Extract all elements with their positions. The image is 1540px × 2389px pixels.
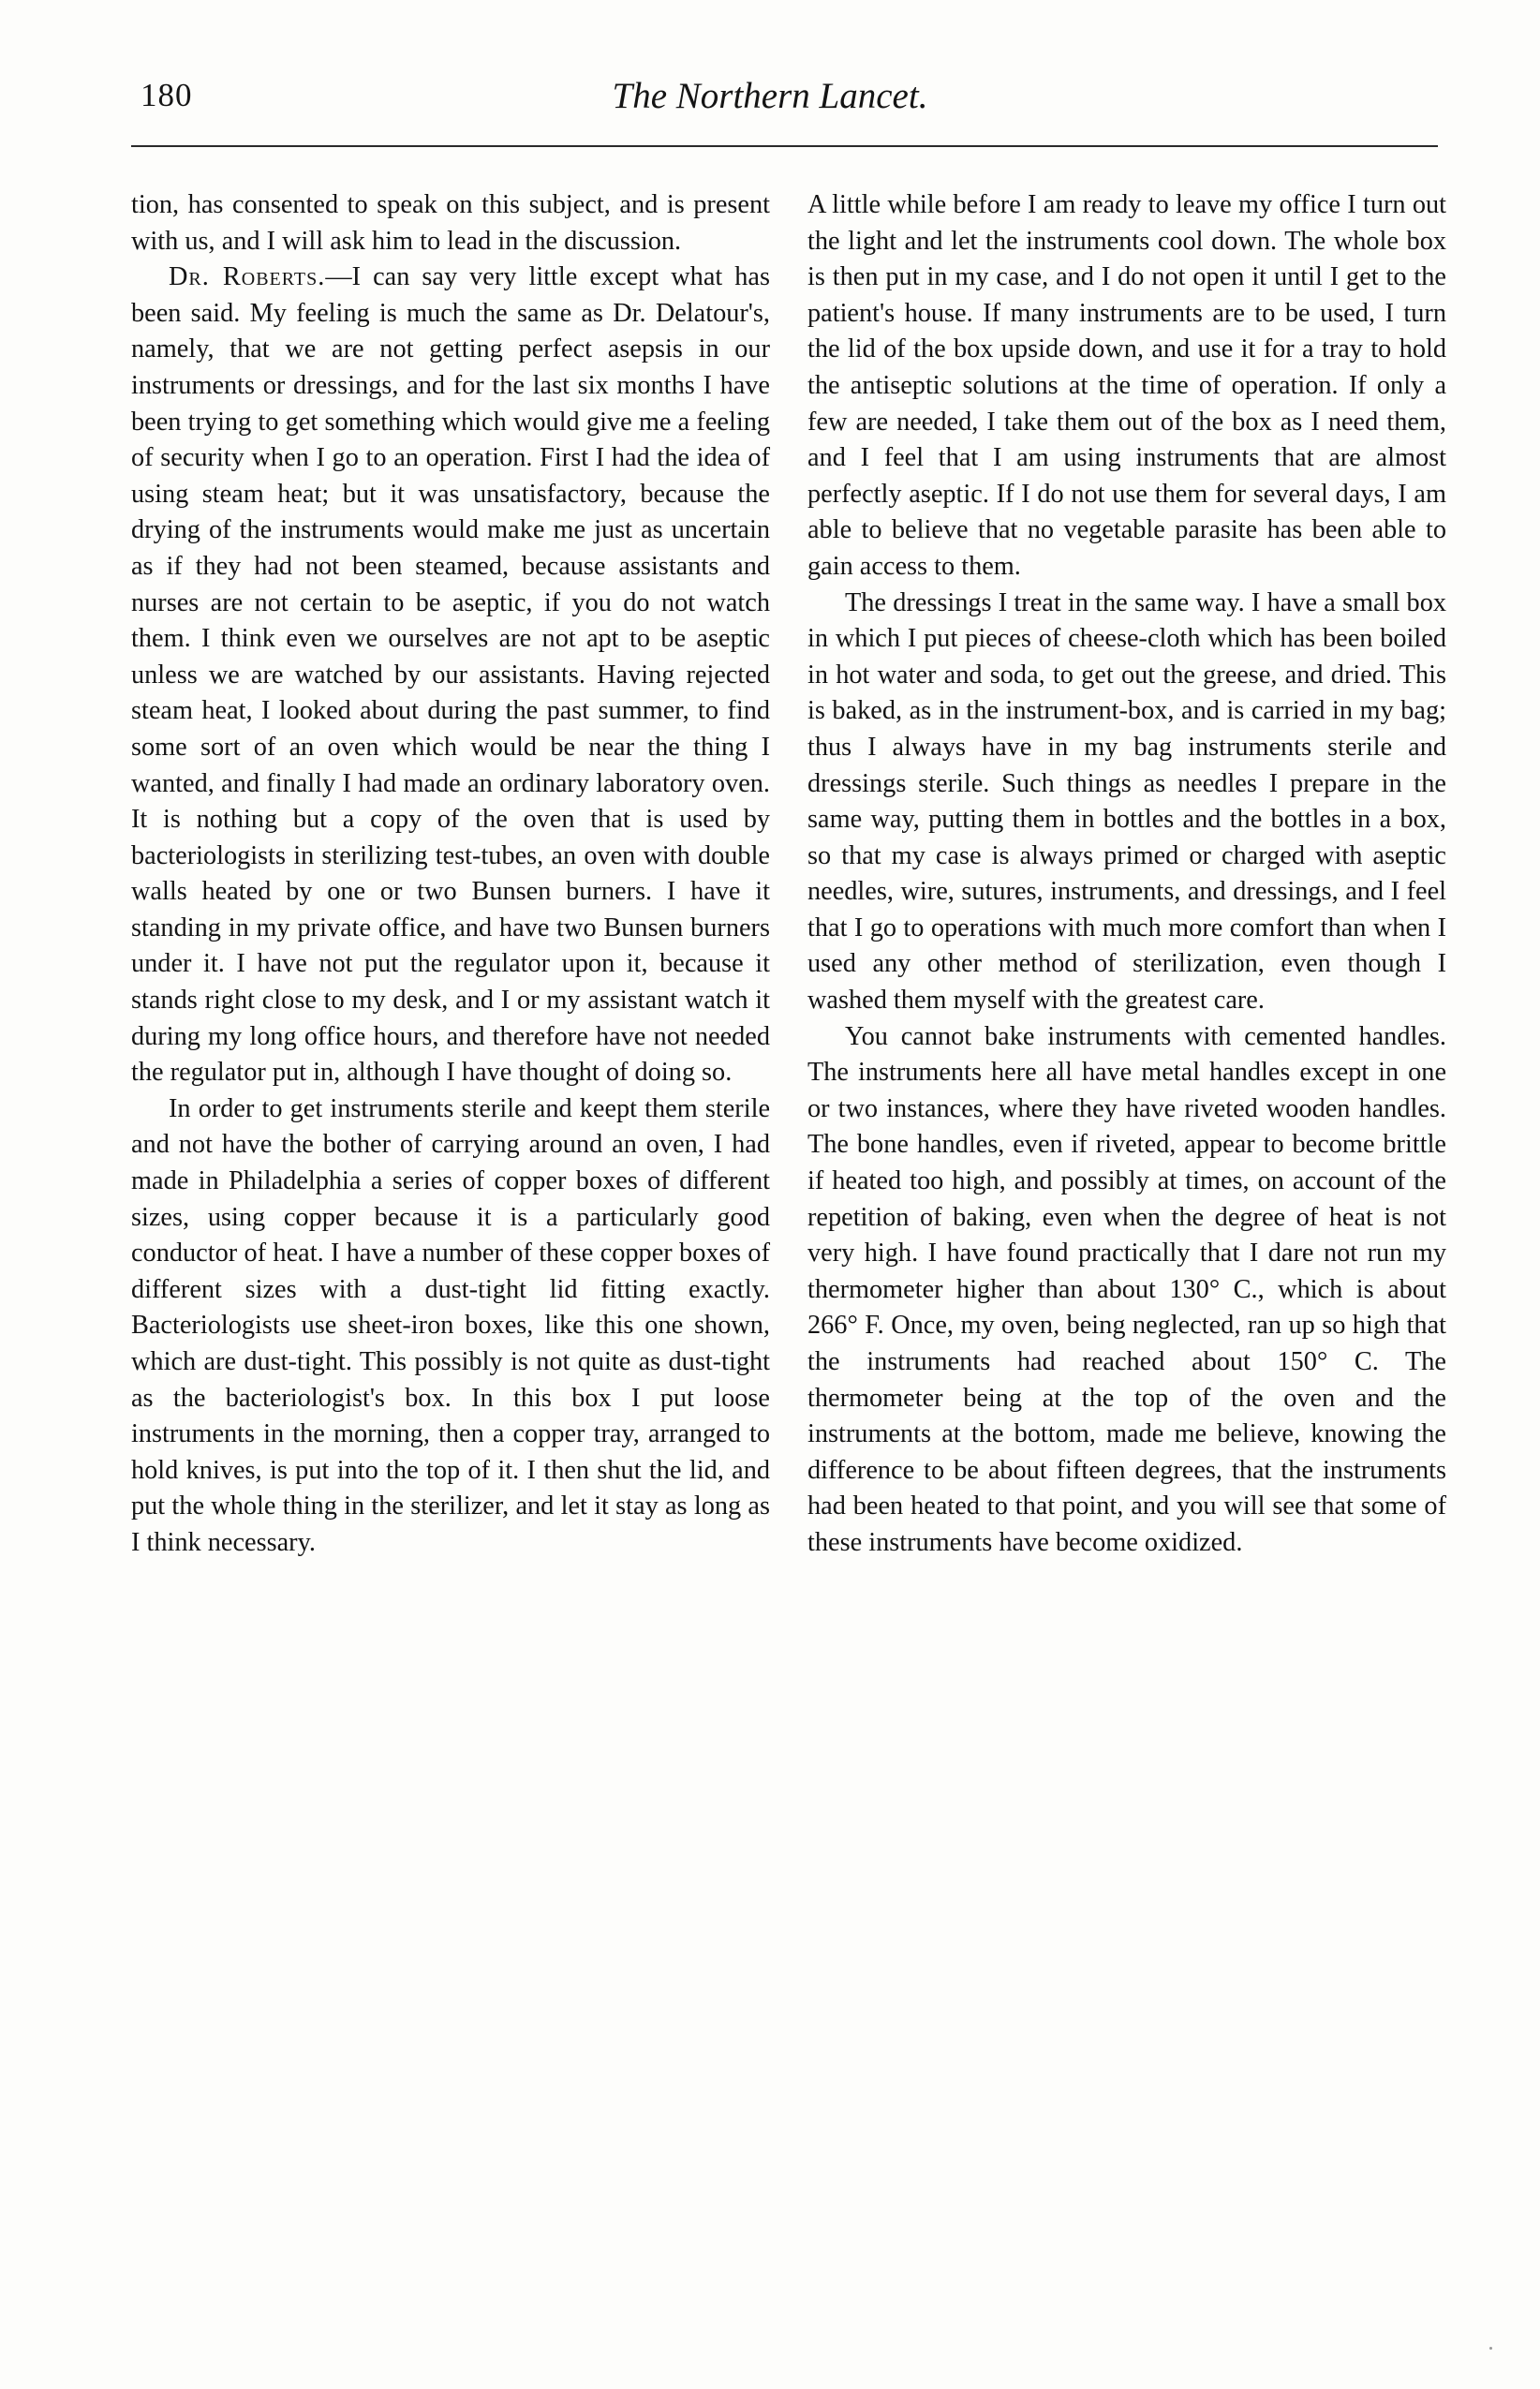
print-speck xyxy=(1489,2347,1492,2350)
left-paragraph-2 xyxy=(131,260,770,1091)
speaker-name: Dr. Roberts. xyxy=(169,262,326,292)
running-title: The Northern Lancet. xyxy=(612,76,928,116)
left-column xyxy=(131,187,770,1562)
left-paragraph-3: In order to get instruments sterile and keept them sterile and not have the bother of carrying around an oven, I had made in Philadelphia a series of copper boxes of different sizes, using copper because it is a particularly good conductor of heat. I have a number of these copper boxes of different sizes with a dust-tight lid fitting exactly. Bacteriologists use sheet-iron boxes, like this one shown, which are dust-tight. This possibly is not quite as dust-tight as the bacteriologist's box. In this box I put loose instruments in the morning, then a copper tray, arranged to hold knives, is put into the top of it. I then shut the lid, and put the whole thing in the sterilizer, and let it stay as long as I think necessary. xyxy=(131,1093,770,1557)
header-rule xyxy=(131,145,1438,147)
page-number: 180 xyxy=(141,77,193,113)
left-paragraph-1: tion, has consented to speak on this subject, and is present with us, and I will ask him to lead in the discussion. xyxy=(131,190,770,256)
right-paragraph-2: The dressings I treat in the same way. I have a small box in which I put pieces of cheese-cloth which has been boiled in hot water and soda, to get out the greese, and dried. This is baked, as in the instrument-box, and is carried in my bag; thus I always have in my bag instruments sterile and dressings sterile. Such things as needles I prepare in the same way, putting them in bottles and the bottles in a box, so that my case is always primed or charged with aseptic needles, wire, sutures, instruments, and dressings, and I feel that I go to operations with much more comfort than when I used any other method of sterilization, even though I washed them myself with the greatest care. xyxy=(807,587,1446,1016)
right-paragraph-1: A little while before I am ready to leave my office I turn out the light and let the instruments cool down. The whole box is then put in my case, and I do not open it until I get to the patient's house. If many instruments are to be used, I turn the lid of the box upside down, and use it for a tray to hold the antiseptic solutions at the time of operation. If only a few are needed, I take them out of the box as I need them, and I feel that I am using instruments that are almost perfectly aseptic. If I do not use them for several days, I am able to believe that no vegetable parasite has been able to gain access to them. xyxy=(807,190,1446,581)
speaker-text: —I can say very little except what has been said. My feeling is much the same as Dr. Delatour's, namely, that we are not getting perfect asepsis in our instruments or dressings, and for the last six months I have been trying to get something which would give me a feeling of security when I go to an operation. First I had the idea of using steam heat; but it was unsatisfactory, because the drying of the instruments would make me just as uncertain as if they had not been steamed, because assistants and nurses are not certain to be aseptic, if you do not watch them. I think even we ourselves are not apt to be aseptic unless we are watched by our assistants. Having rejected steam heat, I looked about during the past summer, to find some sort of an oven which would be near the thing I wanted, and finally I had made an ordinary laboratory oven. It is nothing but a copy of the oven that is used by bacteriologists in sterilizing test-tubes, an oven with double walls heated by one or two Bunsen burners. I have it standing in my private office, and have two Bunsen burners under it. I have not put the regulator upon it, because it stands right close to my desk, and I or my assistant watch it during my long office hours, and therefore have not needed the regulator put in, although I have thought of doing so. xyxy=(131,262,771,1088)
right-paragraph-3: You cannot bake instruments with cemented handles. The instruments here all have metal handles except in one or two instances, where they have riveted wooden handles. The bone handles, even if riveted, appear to become brittle if heated too high, and possibly at times, on account of the repetition of baking, even when the degree of heat is not very high. I have found practically that I dare not run my thermometer higher than about 130° C., which is about 266° F. Once, my oven, being neglected, ran up so high that the instruments had reached about 150° C. The thermometer being at the top of the oven and the instruments at the bottom, made me believe, knowing the difference to be about fifteen degrees, that the instruments had been heated to that point, and you will see that some of these instruments have become oxidized. xyxy=(807,1021,1446,1557)
right-column xyxy=(807,187,1446,1562)
